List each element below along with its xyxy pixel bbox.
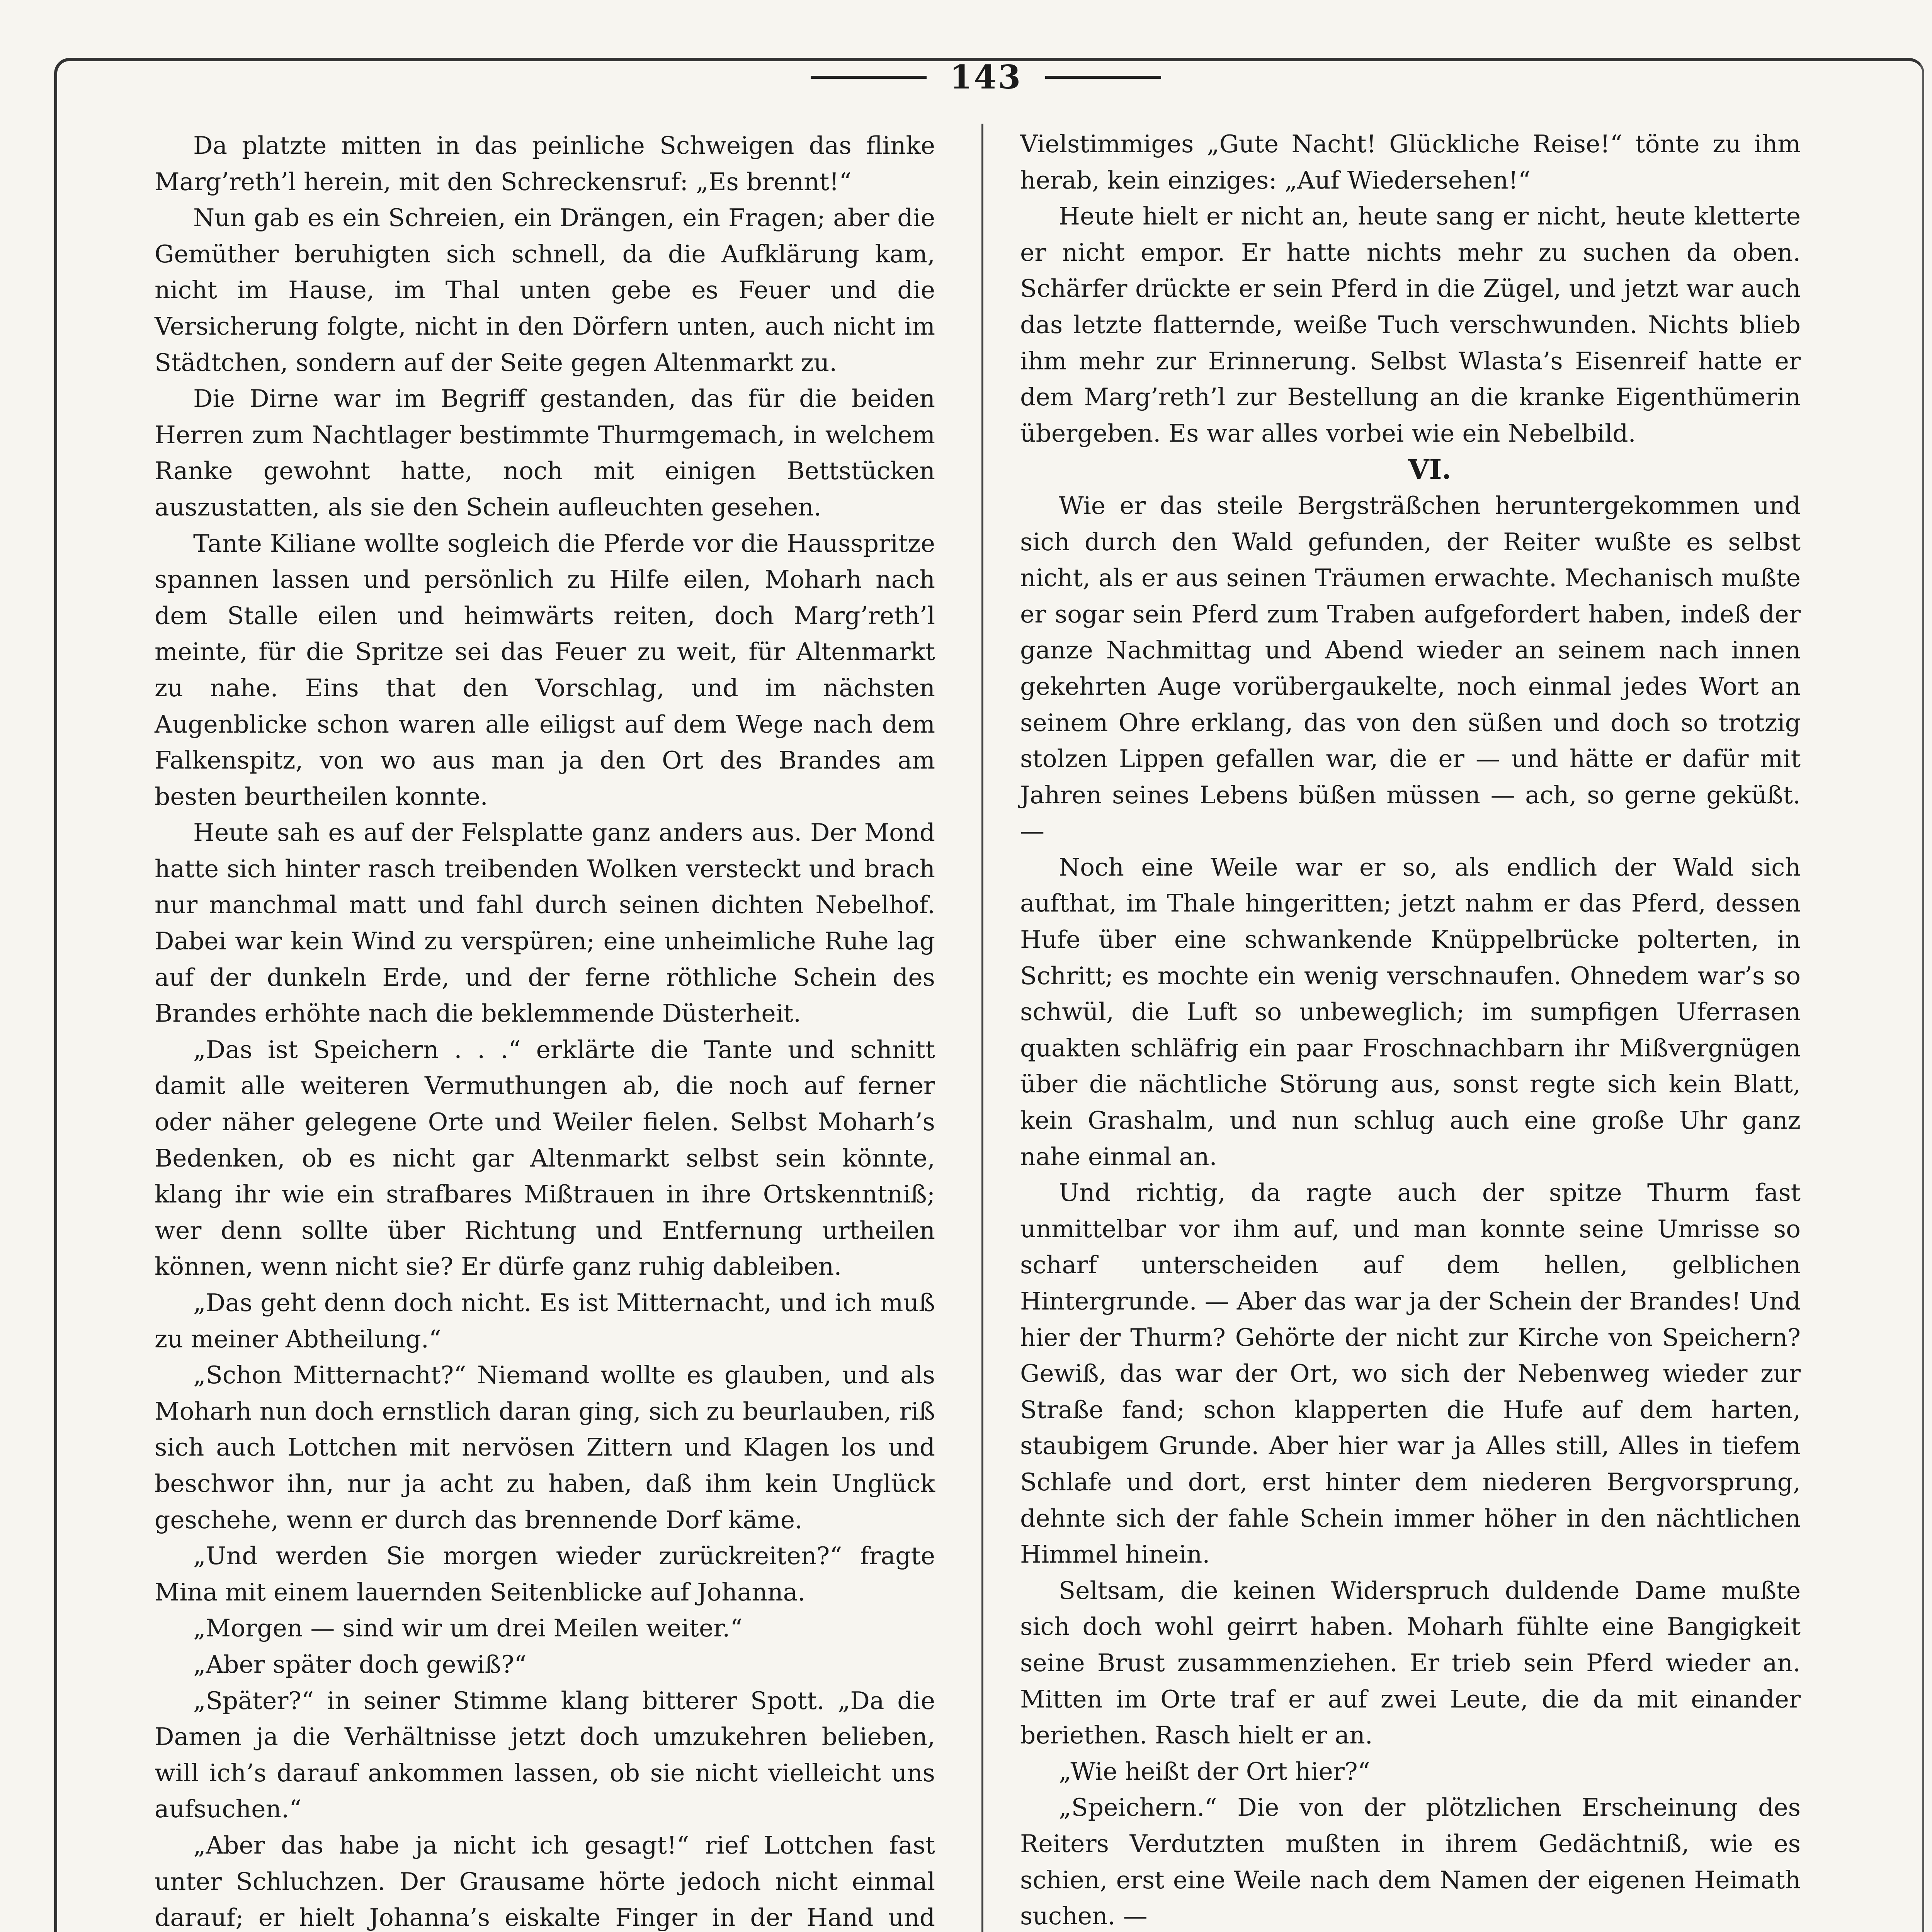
paragraph: „Schon Mitternacht?“ Niemand wollte es glauben, und als Moharh nun doch ernstlich daran ging, sich zu beurlauben, riß sich auch Lottchen mit nervösen Zittern und Klagen los und beschwor ihn, nur ja acht zu haben, daß ihm kein Unglück geschehe, wenn er durch das brennende Dorf käme. xyxy=(155,1361,935,1534)
page-header xyxy=(0,58,1932,96)
paragraph: Und richtig, da ragte auch der spitze Thurm fast unmittelbar vor ihm auf, und man konnte seine Umrisse so scharf unterscheiden auf dem hellen, gelblichen Hintergrunde. — Aber das war ja der Schein der Brandes! Und hier der Thurm? Gehörte der nicht zur Kirche von Speichern? Gewiß, das war der Ort, wo sich der Nebenweg wieder zur Straße fand; schon klapperten die Hufe auf dem harten, staubigem Grunde. Aber hier war ja Alles still, Alles in tiefem Schlafe und dort, erst hinter dem niederen Bergvorsprung, dehnte sich der fahle Schein immer höher in den nächtlichen Himmel hinein. xyxy=(1020,1179,1801,1569)
paragraph: „Später?“ in seiner Stimme klang bitterer Spott. „Da die Damen ja die Verhältnisse jetzt doch umzukehren belieben, will ich’s darauf ankommen lassen, ob sie nicht vielleicht uns aufsuchen.“ xyxy=(155,1686,935,1823)
paragraph: Heute sah es auf der Felsplatte ganz anders aus. Der Mond hatte sich hinter rasch treibenden Wolken versteckt und brach nur manchmal matt und fahl durch seinen dichten Nebelhof. Dabei war kein Wind zu verspüren; eine unheimliche Ruhe lag auf der dunkeln Erde, und der ferne röthliche Schein des Brandes erhöhte nach die beklemmende Düsterheit. xyxy=(155,818,935,1028)
paragraph: „Und werden Sie morgen wieder zurückreiten?“ fragte Mina mit einem lauernden Seitenblicke auf Johanna. xyxy=(155,1542,935,1606)
paragraph: „Speichern.“ Die von der plötzlichen Erscheinung des Reiters Verdutzten mußten in ihrem Gedächtniß, wie es schien, erst eine Weile nach dem Namen der eigenen Heimath suchen. — xyxy=(1020,1793,1801,1930)
paragraph: „Wie heißt der Ort hier?“ xyxy=(1059,1757,1370,1786)
paragraph: Heute hielt er nicht an, heute sang er nicht, heute kletterte er nicht empor. Er hatte nichts mehr zu suchen da oben. Schärfer drückte er sein Pferd in die Zügel, und jetzt war auch das letzte flatternde, weiße Tuch verschwunden. Nichts blieb ihm mehr zur Erinnerung. Selbst Wlasta’s Eisenreif hatte er dem Marg’reth’l zur Bestellung an die kranke Eigenthümerin übergeben. Es war alles vorbei wie ein Nebelbild. xyxy=(1020,202,1801,447)
page-number: 143 xyxy=(949,58,1022,96)
paragraph: „Das geht denn doch nicht. Es ist Mitternacht, und ich muß zu meiner Abtheilung.“ xyxy=(155,1289,935,1353)
header-rule-left xyxy=(811,76,927,79)
paragraph: Noch eine Weile war er so, als endlich der Wald sich aufthat, im Thale hingeritten; jetzt nahm er das Pferd, dessen Hufe über eine schwankende Knüppelbrücke polterten, in Schritt; es mochte ein wenig verschnaufen. Ohnedem war’s so schwül, die Luft so unbeweglich; im sumpfigen Uferrasen quakten schläfrig ein paar Froschnachbarn ihr Mißvergnügen über die nächtliche Störung aus, sonst regte sich kein Blatt, kein Grashalm, und nun schlug auch eine große Uhr ganz nahe einmal an. xyxy=(1020,853,1801,1171)
paragraph: „Das ist Speichern . . .“ erklärte die Tante und schnitt damit alle weiteren Vermuthungen ab, die noch auf ferner oder näher gelegene Orte und Weiler fielen. Selbst Moharh’s Bedenken, ob es nicht gar Altenmarkt selbst sein könnte, klang ihr wie ein strafbares Mißtrauen in ihre Ortskenntniß; wer denn sollte über Richtung und Entfernung urtheilen können, wenn nicht sie? Er dürfe ganz ruhig dableiben. xyxy=(155,1035,935,1281)
paragraph: Seltsam, die keinen Widerspruch duldende Dame mußte sich doch wohl geirrt haben. Moharh fühlte eine Bangigkeit seine Brust zusammenziehen. Er trieb sein Pferd wieder an. Mitten im Orte traf er auf zwei Leute, die da mit einander beriethen. Rasch hielt er an. xyxy=(1020,1576,1801,1750)
paragraph: Vielstimmiges „Gute Nacht! Glückliche Reise!“ tönte zu ihm herab, kein einziges: „Auf Wiedersehen!“ xyxy=(1020,130,1801,194)
left-column xyxy=(155,128,935,1932)
paragraph: Da platzte mitten in das peinliche Schweigen das flinke Marg’reth’l herein, mit den Schreckensruf: „Es brennt!“ xyxy=(155,131,935,196)
header-rule-right xyxy=(1045,76,1161,79)
paragraph: Tante Kiliane wollte sogleich die Pferde vor die Hausspritze spannen lassen und persönlich zu Hilfe eilen, Moharh nach dem Stalle eilen und heimwärts reiten, doch Marg’reth’l meinte, für die Spritze sei das Feuer zu weit, für Altenmarkt zu nahe. Eins that den Vorschlag, und im nächsten Augenblicke schon waren alle eiligst auf dem Wege nach dem Falkenspitz, von wo aus man ja den Ort des Brandes am besten beurtheilen konnte. xyxy=(155,529,935,811)
paragraph: Wie er das steile Bergsträßchen heruntergekommen und sich durch den Wald gefunden, der Reiter wußte es selbst nicht, als er aus seinen Träumen erwachte. Mechanisch mußte er sogar sein Pferd zum Traben aufgefordert haben, indeß der ganze Nachmittag und Abend wieder an seinem nach innen gekehrten Auge vorübergaukelte, noch einmal jedes Wort an seinem Ohre erklang, das von den süßen und doch so trotzig stolzen Lippen gefallen war, die er — und hätte er dafür mit Jahren seines Lebens büßen müssen — ach, so gerne geküßt. — xyxy=(1020,491,1801,845)
paragraph: Nun gab es ein Schreien, ein Drängen, ein Fragen; aber die Gemüther beruhigten sich schnell, da die Aufklärung kam, nicht im Hause, im Thal unten gebe es Feuer und die Versicherung folgte, nicht in den Dörfern unten, auch nicht im Städtchen, sondern auf der Seite gegen Altenmarkt zu. xyxy=(155,204,935,377)
paragraph: „Aber das habe ja nicht ich gesagt!“ rief Lottchen fast unter Schluchzen. Der Grausame hörte jedoch nicht einmal darauf; er hielt Johanna’s eiskalte Finger in der Hand und xyxy=(155,1831,935,1932)
paragraph: Die Dirne war im Begriff gestanden, das für die beiden Herren zum Nachtlager bestimmte Thurmgemach, in welchem Ranke gewohnt hatte, noch mit einigen Bettstücken auszustatten, als sie den Schein aufleuchten gesehen. xyxy=(155,384,935,521)
column-divider xyxy=(981,124,983,1932)
paragraph: „Aber später doch gewiß?“ xyxy=(193,1650,527,1679)
paragraph: „Morgen — sind wir um drei Meilen weiter.“ xyxy=(193,1614,743,1643)
right-column xyxy=(1020,126,1801,1932)
section-heading: VI. xyxy=(1408,453,1451,486)
